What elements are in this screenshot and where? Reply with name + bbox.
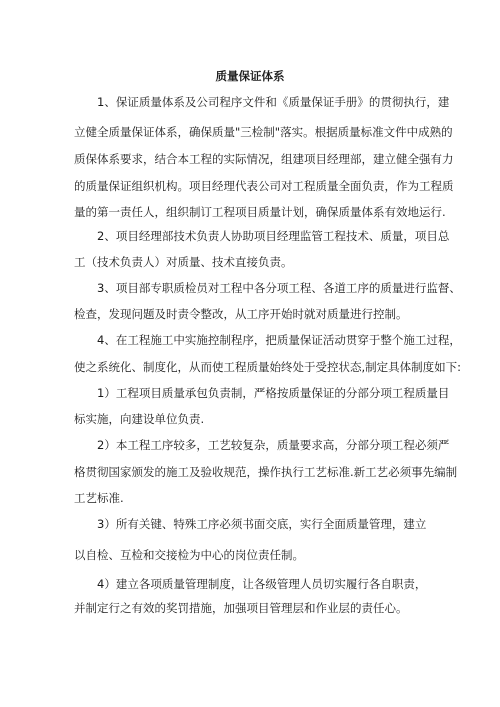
paragraph-2-line-2: 工（技术负责人）对质量、技术直接负责。 [74,255,293,269]
paragraph-1-line-4: 的质量保证组织机构。项目经理代表公司对工程质量全面负责，作为工程质 [74,179,454,193]
paragraph-1-line-3: 质保体系要求，结合本工程的实际情况，组建项目经理部，建立健全强有力 [74,152,454,166]
item-4-line-2: 并制定行之有效的奖罚措施，加强项目管理层和作业层的责任心。 [74,601,408,615]
document-title: 质量保证体系 [215,69,285,83]
item-3-line-1: 3）所有关键、特殊工序必须书面交底，实行全面质量管理，建立 [97,517,427,531]
paragraph-4-line-1: 4、在工程施工中实施控制程序，把质量保证活动贯穿于整个施工过程， [97,333,461,347]
item-1-line-1: 1）工程项目质量承包负责制，严格按质量保证的分部分项工程质量目 [97,386,450,400]
item-2-line-3: 工艺标准. [74,491,124,505]
item-4-line-1: 4）建立各项质量管理制度，让各级管理人员切实履行各自职责， [97,577,427,591]
paragraph-1-line-5: 量的第一责任人，组织制订工程项目质量计划，确保质量体系有效地运行. [74,205,446,219]
paragraph-4-line-2: 使之系统化、制度化，从而使工程质量始终处于受控状态,制定具体制度如下: [74,360,462,374]
item-3-line-2: 以自检、互检和交接检为中心的岗位责任制。 [74,548,304,562]
paragraph-3-line-1: 3、项目部专职质检员对工程中各分项工程、各道工序的质量进行监督、 [97,281,461,295]
item-2-line-2: 格贯彻国家颁发的施工及验收规范，操作执行工艺标准.新工艺必须事先编制 [74,465,458,479]
paragraph-3-line-2: 检查，发现问题及时责令整改，从工序开始时就对质量进行控制。 [74,307,408,321]
paragraph-1-line-1: 1、保证质量体系及公司程序文件和《质量保证手册》的贯彻执行，建 [97,95,450,109]
item-2-line-1: 2）本工程工序较多，工艺较复杂，质量要求高，分部分项工程必须严 [97,438,450,452]
paragraph-2-line-1: 2、项目经理部技术负责人协助项目经理监管工程技术、质量，项目总 [97,229,450,243]
paragraph-1-line-2: 立健全质量保证体系，确保质量"三检制"落实。根据质量标准文件中成熟的 [74,125,453,139]
item-1-line-2: 标实施，向建设单位负责. [74,412,205,426]
